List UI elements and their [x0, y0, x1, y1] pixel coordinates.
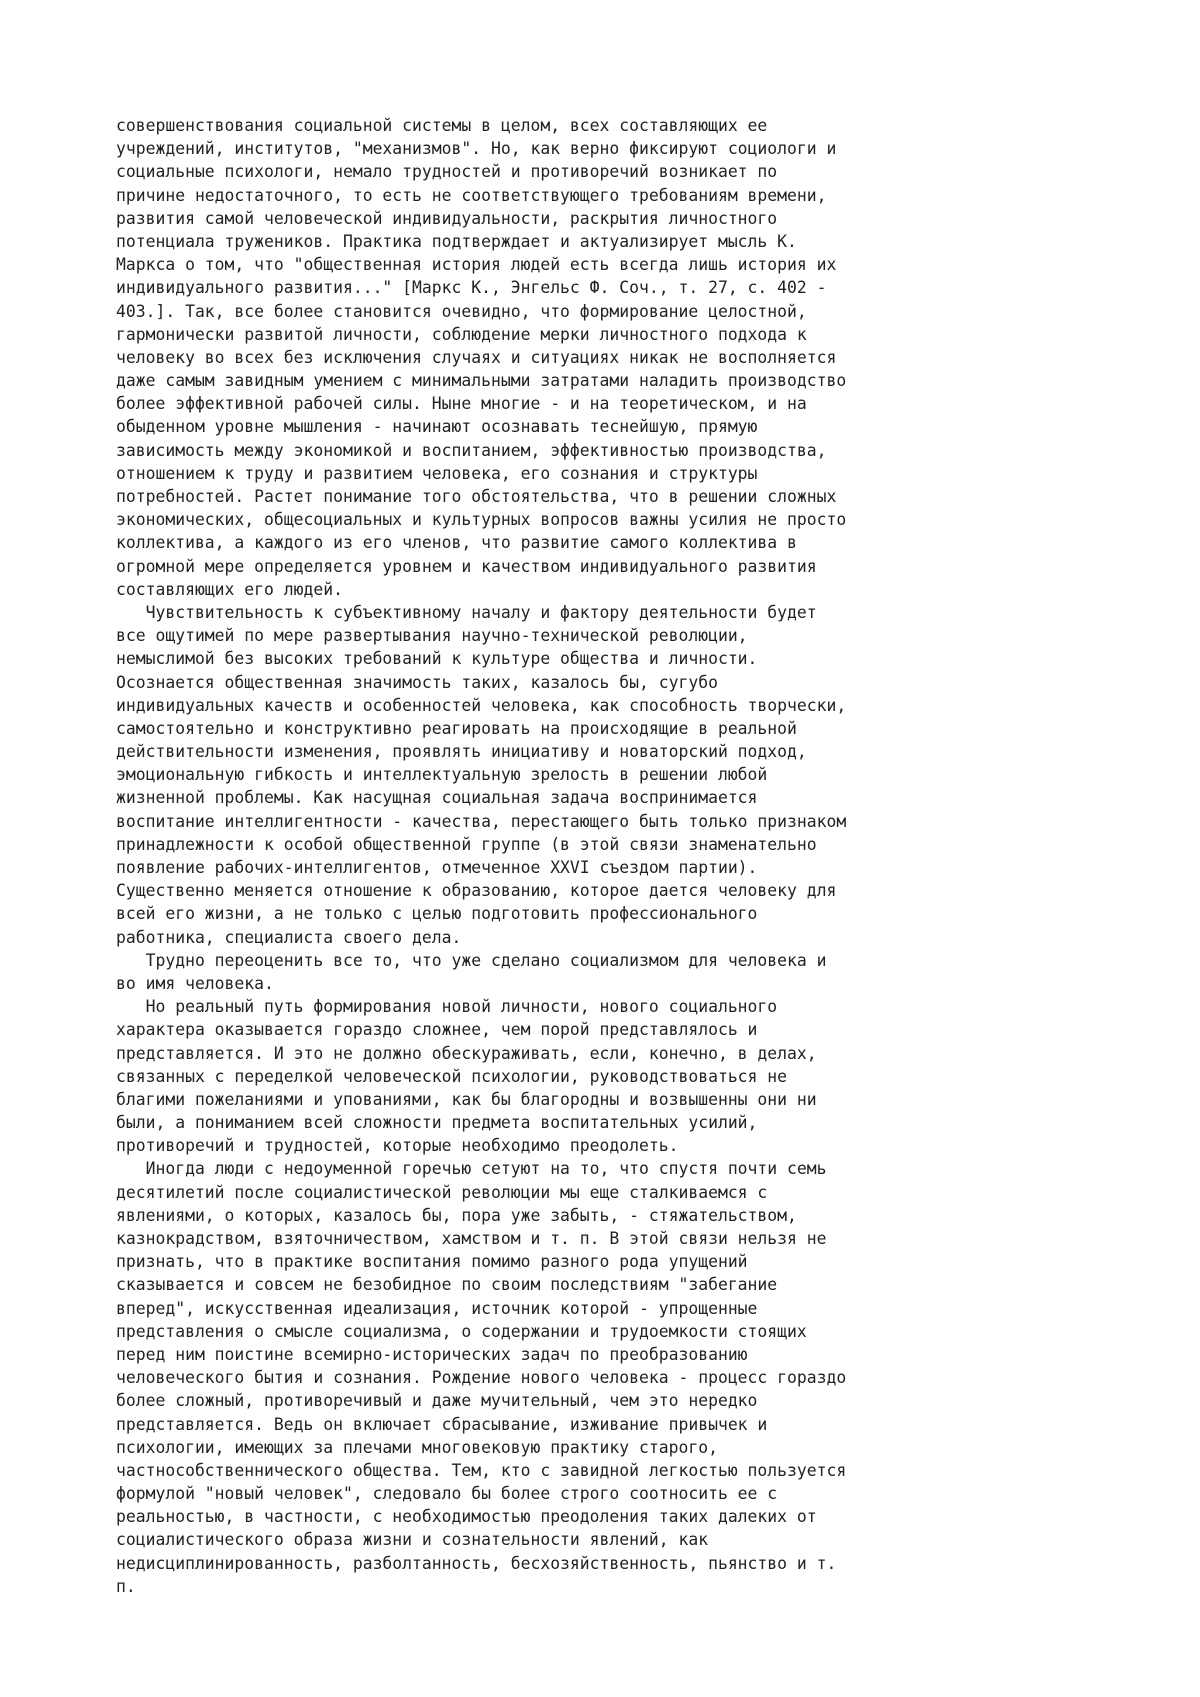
- text-line: социалистического образа жизни и сознательности явлений, как: [116, 1530, 709, 1550]
- text-line: реальностью, в частности, с необходимостью преодоления таких далеких от: [116, 1507, 817, 1527]
- document-text: [116, 114, 1116, 1598]
- text-line: огромной мере определяется уровнем и качеством индивидуального развития: [116, 556, 817, 576]
- text-line: составляющих его людей.: [116, 579, 343, 599]
- paragraph: [116, 1157, 1116, 1598]
- text-line: 403.]. Так, все более становится очевидно, что формирование целостной,: [116, 301, 807, 321]
- text-line: немыслимой без высоких требований к культуре общества и личности.: [116, 649, 758, 669]
- text-line: коллектива, а каждого из его членов, что развитие самого коллектива в: [116, 533, 797, 553]
- text-line: более сложный, противоречивый и даже мучительный, чем это нередко: [116, 1391, 758, 1411]
- text-line: казнокрадством, взяточничеством, хамством и т. п. В этой связи нельзя не: [116, 1229, 827, 1248]
- text-line: Иногда люди с недоуменной горечью сетуют на то, что спустя почти семь: [116, 1159, 827, 1179]
- text-line: частнособственнического общества. Тем, кто с завидной легкостью пользуется: [116, 1460, 847, 1480]
- text-line: работника, специалиста своего дела.: [116, 927, 462, 947]
- text-line: были, а пониманием всей сложности предмета воспитательных усилий,: [116, 1113, 758, 1133]
- text-line: Трудно переоценить все то, что уже сделано социализмом для человека и: [116, 950, 827, 970]
- text-line: противоречий и трудностей, которые необходимо преодолеть.: [116, 1136, 679, 1156]
- text-line: Маркса о том, что "общественная история людей есть всегда лишь история их: [116, 255, 837, 275]
- text-line: характера оказывается гораздо сложнее, чем порой представлялось и: [116, 1020, 758, 1040]
- text-line: во имя человека.: [116, 973, 274, 993]
- paragraph: [116, 601, 1116, 949]
- text-line: появление рабочих-интеллигентов, отмеченное XXVI съездом партии).: [116, 858, 758, 877]
- text-line: Но реальный путь формирования новой личности, нового социального: [116, 997, 778, 1017]
- text-line: Осознается общественная значимость таких, казалось бы, сугубо: [116, 672, 718, 692]
- text-line: потенциала тружеников. Практика подтверждает и актуализирует мысль К.: [116, 231, 797, 251]
- text-line: перед ним поистине всемирно-исторических задач по преобразованию: [116, 1344, 748, 1364]
- text-line: человеку во всех без исключения случаях и ситуациях никак не восполняется: [116, 347, 837, 367]
- text-line: принадлежности к особой общественной группе (в этой связи знаменательно: [116, 834, 817, 854]
- text-line: десятилетий после социалистической революции мы еще сталкиваемся с: [116, 1182, 768, 1202]
- text-line: Существенно меняется отношение к образованию, которое дается человеку для: [116, 881, 837, 901]
- text-line: индивидуальных качеств и особенностей человека, как способность творчески,: [116, 695, 847, 715]
- text-line: явлениями, о которых, казалось бы, пора уже забыть, - стяжательством,: [116, 1205, 797, 1225]
- text-line: п.: [116, 1576, 136, 1596]
- text-line: индивидуального развития..." [Маркс К., Энгельс Ф. Соч., т. 27, с. 402 -: [116, 278, 827, 298]
- text-line: признать, что в практике воспитания помимо разного рода упущений: [116, 1252, 748, 1272]
- text-line: психологии, имеющих за плечами многовековую практику старого,: [116, 1437, 718, 1457]
- text-line: социальные психологи, немало трудностей и противоречий возникает по: [116, 162, 778, 182]
- text-line: более эффективной рабочей силы. Ныне многие - и на теоретическом, и на: [116, 394, 807, 414]
- paragraph: [116, 114, 1116, 601]
- text-line: причине недостаточного, то есть не соответствующего требованиям времени,: [116, 185, 827, 205]
- text-line: сказывается и совсем не безобидное по своим последствиям "забегание: [116, 1275, 778, 1295]
- text-line: представляется. И это не должно обескураживать, если, конечно, в делах,: [116, 1043, 817, 1063]
- text-line: жизненной проблемы. Как насущная социальная задача воспринимается: [116, 788, 758, 808]
- text-line: потребностей. Растет понимание того обстоятельства, что в решении сложных: [116, 487, 837, 506]
- text-line: Чувствительность к субъективному началу и фактору деятельности будет: [116, 602, 817, 622]
- text-line: обыденном уровне мышления - начинают осознавать теснейшую, прямую: [116, 417, 758, 437]
- text-line: гармонически развитой личности, соблюдение мерки личностного подхода к: [116, 324, 807, 344]
- text-line: совершенствования социальной системы в целом, всех составляющих ее: [116, 116, 768, 135]
- text-line: формулой "новый человек", следовало бы более строго соотносить ее с: [116, 1484, 778, 1504]
- text-line: зависимость между экономикой и воспитанием, эффективностью производства,: [116, 440, 827, 460]
- text-line: даже самым завидным умением с минимальными затратами наладить производство: [116, 371, 847, 391]
- text-line: всей его жизни, а не только с целью подготовить профессионального: [116, 904, 758, 924]
- text-line: учреждений, институтов, "механизмов". Но, как верно фиксируют социологи и: [116, 139, 837, 159]
- text-line: эмоциональную гибкость и интеллектуальную зрелость в решении любой: [116, 765, 768, 785]
- text-line: самостоятельно и конструктивно реагировать на происходящие в реальной: [116, 718, 797, 738]
- text-line: развития самой человеческой индивидуальности, раскрытия личностного: [116, 208, 778, 228]
- text-line: экономических, общесоциальных и культурных вопросов важны усилия не просто: [116, 510, 847, 530]
- text-line: действительности изменения, проявлять инициативу и новаторский подход,: [116, 742, 807, 762]
- text-line: представления о смысле социализма, о содержании и трудоемкости стоящих: [116, 1321, 807, 1341]
- paragraph: [116, 949, 1116, 995]
- text-line: все ощутимей по мере развертывания научно-технической революции,: [116, 626, 748, 646]
- text-line: недисциплинированность, разболтанность, бесхозяйственность, пьянство и т.: [116, 1553, 837, 1573]
- paragraph: [116, 995, 1116, 1157]
- text-line: благими пожеланиями и упованиями, как бы благородны и возвышенны они ни: [116, 1089, 817, 1109]
- text-line: связанных с переделкой человеческой психологии, руководствоваться не: [116, 1066, 788, 1086]
- text-line: отношением к труду и развитием человека, его сознания и структуры: [116, 463, 758, 483]
- text-line: воспитание интеллигентности - качества, перестающего быть только признаком: [116, 811, 847, 831]
- text-line: представляется. Ведь он включает сбрасывание, изживание привычек и: [116, 1414, 768, 1434]
- text-line: человеческого бытия и сознания. Рождение нового человека - процесс гораздо: [116, 1368, 847, 1388]
- text-line: вперед", искусственная идеализация, источник которой - упрощенные: [116, 1298, 758, 1318]
